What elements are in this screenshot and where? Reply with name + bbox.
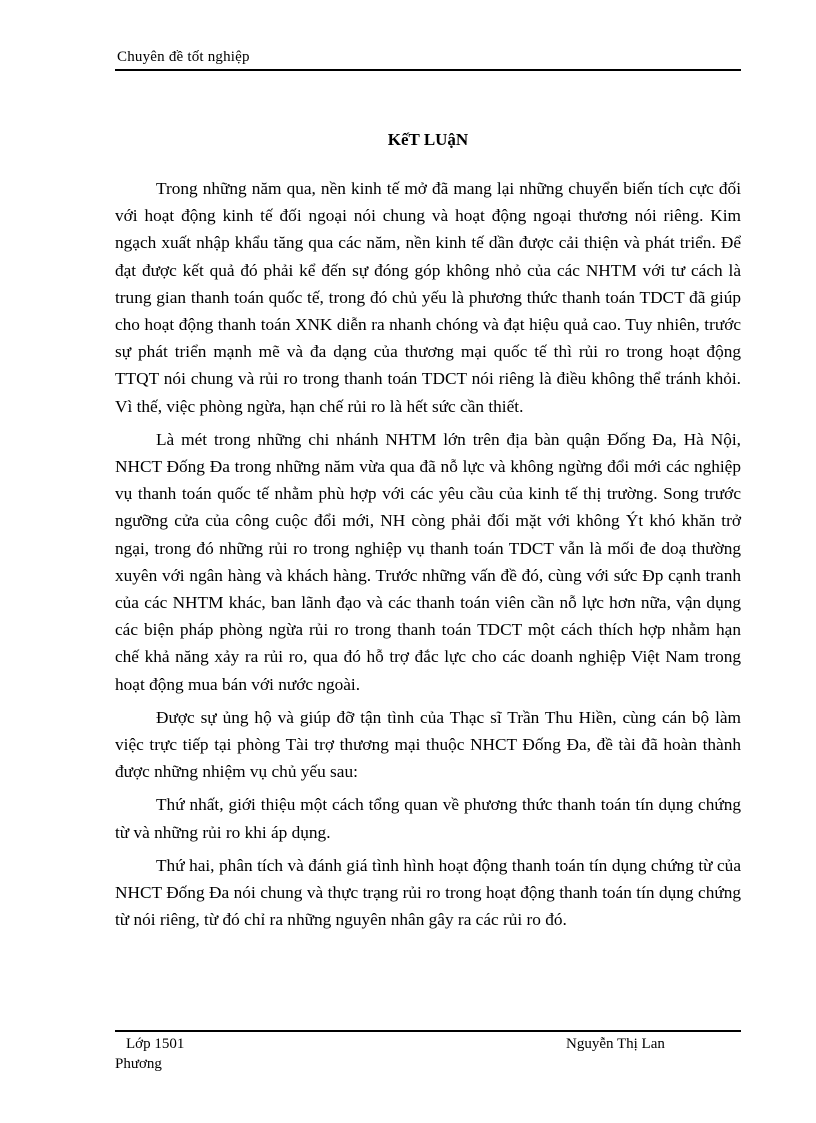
footer-divider	[115, 1030, 741, 1032]
body-text	[115, 175, 741, 939]
running-header: Chuyên đề tốt nghiệp	[117, 49, 250, 65]
page-title: KếT LUậN	[387, 130, 469, 149]
paragraph: Là mét trong những chi nhánh NHTM lớn trên địa bàn quận Đống Đa, Hà Nội, NHCT Đống Đa trong những năm vừa qua đã nỗ lực và không ngừng đổi mới các nghiệp vụ thanh toán quốc tế nhằm phù hợp với các yêu cầu của kinh tế thị trường. Song trước ngưỡng cửa của công cuộc đổi mới, NH còng phải đối mặt với không Ýt khó khăn trở ngại, trong đó những rủi ro trong nghiệp vụ thanh toán TDCT vẫn là mối đe doạ thường xuyên với ngân hàng và khách hàng. Trước những vấn đề đó, cùng với sức Ðp cạnh tranh của các NHTM khác, ban lãnh đạo và các thanh toán viên cần nỗ lực hơn nữa, vận dụng các biện pháp phòng ngừa rủi ro trong thanh toán TDCT một cách thích hợp nhằm hạn chế khả năng xảy ra rủi ro, qua đó hỗ trợ đắc lực cho các doanh nghiệp Việt Nam trong hoạt động mua bán với nước ngoài.	[115, 429, 741, 694]
paragraph: Thứ hai, phân tích và đánh giá tình hình hoạt động thanh toán tín dụng chứng từ của NHCT Đống Đa nói chung và thực trạng rủi ro trong hoạt động thanh toán tín dụng chứng từ nói riêng, từ đó chỉ ra những nguyên nhân gây ra các rủi ro đó.	[115, 855, 741, 930]
paragraph: Được sự ủng hộ và giúp đỡ tận tình của Thạc sĩ Trần Thu Hiền, cùng cán bộ làm việc trực tiếp tại phòng Tài trợ thương mại thuộc NHCT Đống Đa, đề tài đã hoàn thành được những nhiệm vụ chủ yếu sau:	[115, 707, 741, 782]
footer-author-continued: Phương	[115, 1056, 162, 1072]
footer-author: Nguyễn Thị Lan	[566, 1036, 665, 1052]
header-divider	[115, 69, 741, 71]
paragraph: Thứ nhất, giới thiệu một cách tổng quan về phương thức thanh toán tín dụng chứng từ và những rủi ro khi áp dụng.	[115, 795, 741, 842]
paragraph: Trong những năm qua, nền kinh tế mở đã mang lại những chuyển biến tích cực đối với hoạt động kinh tế đối ngoại nói chung và hoạt động ngoại thương nói riêng. Kim ngạch xuất nhập khẩu tăng qua các năm, nền kinh tế dần được cải thiện và phát triển. Để đạt được kết quả đó phải kể đến sự đóng góp không nhỏ của các NHTM với tư cách là trung gian thanh toán quốc tế, trong đó chủ yếu là phương thức thanh toán TDCT đã giúp cho hoạt động thanh toán XNK diễn ra nhanh chóng và đạt hiệu quả cao. Tuy nhiên, trước sự phát triển mạnh mẽ và đa dạng của thương mại quốc tế thì rủi ro trong hoạt động TTQT nói chung và rủi ro trong thanh toán TDCT nói riêng là điều không thể tránh khỏi. Vì thế, việc phòng ngừa, hạn chế rủi ro là hết sức cần thiết.	[115, 179, 741, 416]
footer-class: Lớp 1501	[126, 1036, 185, 1052]
